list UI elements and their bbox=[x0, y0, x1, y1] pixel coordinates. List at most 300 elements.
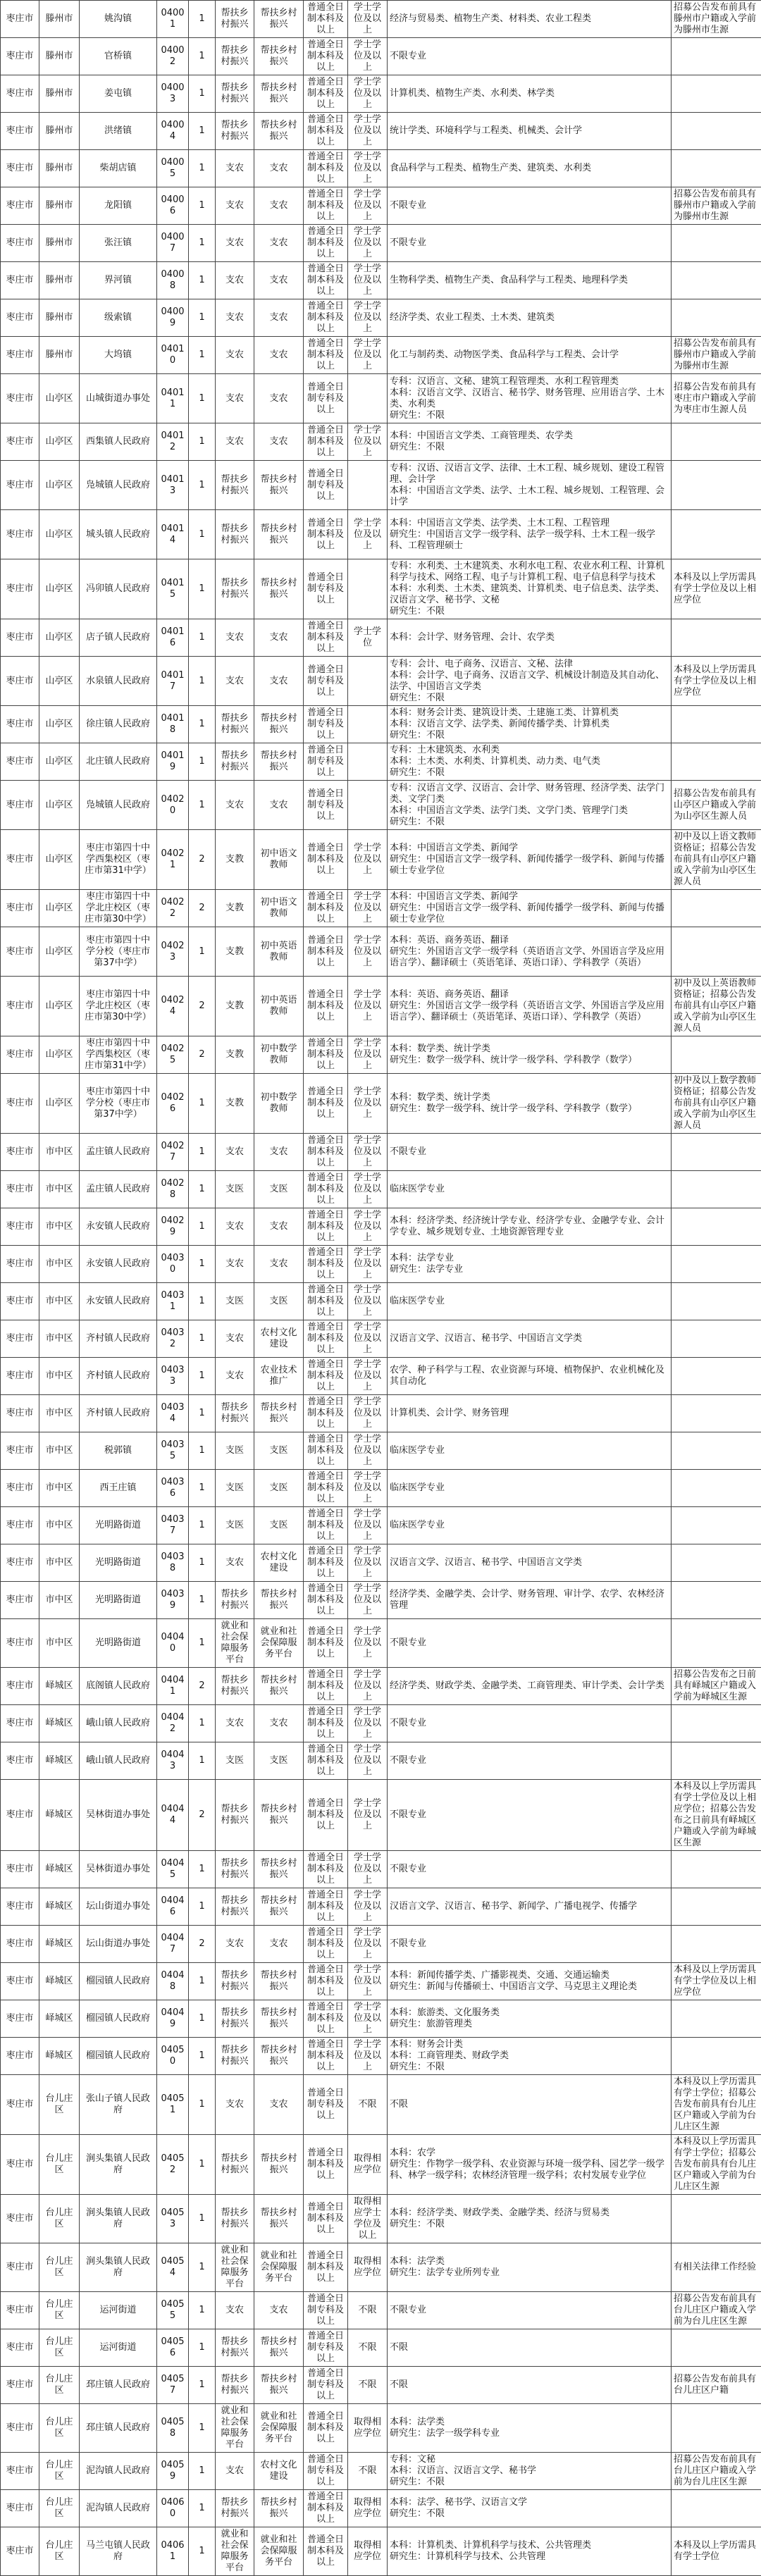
cell-category: 支农 bbox=[216, 619, 254, 657]
cell-category: 支农 bbox=[216, 225, 254, 262]
cell-count: 1 bbox=[189, 706, 216, 743]
cell-unit: 龙阳镇 bbox=[80, 187, 157, 225]
cell-education: 普通全日制本科及以上 bbox=[304, 1036, 348, 1074]
table-row bbox=[1, 2453, 761, 2490]
cell-category: 支农 bbox=[216, 2292, 254, 2329]
table-row bbox=[1, 977, 761, 1036]
cell-city: 枣庄市 bbox=[1, 1668, 39, 1705]
cell-degree: 学士学位及以上 bbox=[348, 1926, 388, 1963]
cell-district: 峄城区 bbox=[39, 1780, 80, 1851]
table-row bbox=[1, 1582, 761, 1619]
cell-district: 山亭区 bbox=[39, 830, 80, 890]
cell-district: 滕州市 bbox=[39, 113, 80, 150]
cell-major: 不限 bbox=[388, 2367, 672, 2404]
cell-degree: 学士学位及以上 bbox=[348, 1742, 388, 1780]
cell-count: 1 bbox=[189, 1, 216, 38]
cell-remark: 本科及以上学历需具有学士学位；招募公告发布前具有台儿庄区户籍或入学前为台儿庄区生源 bbox=[672, 2075, 761, 2135]
cell-major: 本科：中国语言文学类、新闻学 研究生：中国语言文学一级学科、新闻传播学一级学科、新闻与传播硕士专业学位 bbox=[388, 890, 672, 927]
cell-code: 04040 bbox=[157, 1619, 189, 1668]
table-row bbox=[1, 113, 761, 150]
cell-unit: 洪绪镇 bbox=[80, 113, 157, 150]
cell-district: 山亭区 bbox=[39, 374, 80, 423]
cell-count: 1 bbox=[189, 927, 216, 977]
cell-position: 支农 bbox=[254, 657, 304, 706]
cell-city: 枣庄市 bbox=[1, 2075, 39, 2135]
cell-position: 帮扶乡村振兴 bbox=[254, 1888, 304, 1926]
cell-education: 普通全日制本科及以上 bbox=[304, 510, 348, 559]
cell-count: 1 bbox=[189, 1851, 216, 1888]
cell-category: 支农 bbox=[216, 150, 254, 187]
cell-unit: 姜屯镇 bbox=[80, 75, 157, 113]
table-row bbox=[1, 1358, 761, 1395]
cell-unit: 税郭镇 bbox=[80, 1432, 157, 1470]
cell-city: 枣庄市 bbox=[1, 657, 39, 706]
cell-education: 普通全日制专科及以上 bbox=[304, 2367, 348, 2404]
cell-degree: 学士学位及以上 bbox=[348, 2038, 388, 2075]
cell-unit: 光明路街道 bbox=[80, 1507, 157, 1544]
table-row bbox=[1, 559, 761, 619]
cell-category: 帮扶乡村振兴 bbox=[216, 38, 254, 75]
cell-degree: 学士学位及以上 bbox=[348, 262, 388, 299]
cell-district: 台儿庄区 bbox=[39, 2292, 80, 2329]
cell-education: 普通全日制专科及以上 bbox=[304, 374, 348, 423]
cell-position: 帮扶乡村振兴 bbox=[254, 1780, 304, 1851]
cell-count: 1 bbox=[189, 2490, 216, 2527]
cell-count: 1 bbox=[189, 2038, 216, 2075]
cell-major: 汉语言文学、汉语言、秘书学、新闻学、广播电视学、传播学 bbox=[388, 1888, 672, 1926]
cell-category: 支农 bbox=[216, 1705, 254, 1742]
cell-city: 枣庄市 bbox=[1, 75, 39, 113]
cell-city: 枣庄市 bbox=[1, 1705, 39, 1742]
cell-count: 1 bbox=[189, 1432, 216, 1470]
cell-category: 就业和社会保障服务平台 bbox=[216, 2527, 254, 2576]
cell-code: 04026 bbox=[157, 1074, 189, 1134]
cell-district: 滕州市 bbox=[39, 299, 80, 337]
cell-code: 04014 bbox=[157, 510, 189, 559]
cell-major: 经济学类、金融学类、会计学、财务管理、审计学、农学、农林经济管理 bbox=[388, 1582, 672, 1619]
cell-position: 帮扶乡村振兴 bbox=[254, 706, 304, 743]
cell-remark: 招募公告发布前具有滕州市户籍或入学前为滕州市生源 bbox=[672, 187, 761, 225]
cell-remark bbox=[672, 1544, 761, 1582]
table-row bbox=[1, 1963, 761, 2000]
cell-unit: 齐村镇人民政府 bbox=[80, 1358, 157, 1395]
cell-unit: 永安镇人民政府 bbox=[80, 1246, 157, 1283]
cell-count: 1 bbox=[189, 225, 216, 262]
cell-district: 台儿庄区 bbox=[39, 2527, 80, 2576]
cell-degree: 学士学位及以上 bbox=[348, 187, 388, 225]
cell-district: 峄城区 bbox=[39, 1742, 80, 1780]
cell-code: 04013 bbox=[157, 461, 189, 510]
cell-count: 1 bbox=[189, 1470, 216, 1507]
cell-city: 枣庄市 bbox=[1, 1134, 39, 1171]
cell-position: 帮扶乡村振兴 bbox=[254, 1668, 304, 1705]
cell-district: 峄城区 bbox=[39, 1963, 80, 2000]
cell-city: 枣庄市 bbox=[1, 150, 39, 187]
cell-category: 帮扶乡村振兴 bbox=[216, 2490, 254, 2527]
cell-category: 支教 bbox=[216, 977, 254, 1036]
cell-position: 帮扶乡村振兴 bbox=[254, 113, 304, 150]
cell-unit: 峨山镇人民政府 bbox=[80, 1742, 157, 1780]
cell-district: 台儿庄区 bbox=[39, 2075, 80, 2135]
cell-count: 1 bbox=[189, 1358, 216, 1395]
cell-position: 初中数学教师 bbox=[254, 1074, 304, 1134]
cell-category: 支农 bbox=[216, 1320, 254, 1358]
cell-district: 市中区 bbox=[39, 1432, 80, 1470]
cell-degree bbox=[348, 374, 388, 423]
cell-district: 市中区 bbox=[39, 1619, 80, 1668]
cell-city: 枣庄市 bbox=[1, 977, 39, 1036]
cell-degree: 不限 bbox=[348, 2292, 388, 2329]
cell-remark: 本科及以上学历需具有学士学位及以上相应学位 bbox=[672, 657, 761, 706]
cell-remark: 本科及以上学历需具有学士学位及以上相应学位 bbox=[672, 559, 761, 619]
cell-city: 枣庄市 bbox=[1, 2000, 39, 2038]
cell-remark bbox=[672, 1358, 761, 1395]
cell-major: 本科：经济学类、经济统计学专业、经济学专业、金融学专业、会计学专业、城乡规划专业、土地资源管理专业 bbox=[388, 1208, 672, 1246]
cell-district: 滕州市 bbox=[39, 337, 80, 374]
table-row bbox=[1, 1432, 761, 1470]
cell-remark bbox=[672, 2195, 761, 2243]
cell-code: 04042 bbox=[157, 1705, 189, 1742]
cell-position: 帮扶乡村振兴 bbox=[254, 38, 304, 75]
cell-remark: 初中及以上英语教师资格证；招募公告发布前具有山亭区户籍或入学前为山亭区生源人员 bbox=[672, 977, 761, 1036]
cell-education: 普通全日制本科及以上 bbox=[304, 1320, 348, 1358]
cell-city: 枣庄市 bbox=[1, 461, 39, 510]
cell-position: 帮扶乡村振兴 bbox=[254, 743, 304, 781]
cell-category: 支农 bbox=[216, 2075, 254, 2135]
cell-degree: 学士学位及以上 bbox=[348, 1851, 388, 1888]
cell-district: 市中区 bbox=[39, 1582, 80, 1619]
cell-code: 04004 bbox=[157, 113, 189, 150]
cell-degree: 学士学位及以上 bbox=[348, 1582, 388, 1619]
cell-category: 支医 bbox=[216, 1432, 254, 1470]
cell-unit: 涧头集镇人民政府 bbox=[80, 2135, 157, 2195]
cell-position: 帮扶乡村振兴 bbox=[254, 1395, 304, 1432]
cell-position: 支农 bbox=[254, 1208, 304, 1246]
cell-code: 04045 bbox=[157, 1851, 189, 1888]
cell-degree: 学士学位及以上 bbox=[348, 1668, 388, 1705]
cell-code: 04048 bbox=[157, 1963, 189, 2000]
cell-position: 支农 bbox=[254, 1705, 304, 1742]
cell-major: 临床医学专业 bbox=[388, 1432, 672, 1470]
cell-code: 04024 bbox=[157, 977, 189, 1036]
cell-category: 支农 bbox=[216, 374, 254, 423]
table-row bbox=[1, 1320, 761, 1358]
cell-city: 枣庄市 bbox=[1, 1432, 39, 1470]
cell-major: 临床医学专业 bbox=[388, 1283, 672, 1320]
cell-degree: 学士学位及以上 bbox=[348, 890, 388, 927]
cell-code: 04007 bbox=[157, 225, 189, 262]
cell-remark bbox=[672, 890, 761, 927]
cell-major: 统计学类、环境科学与工程类、机械类、会计学 bbox=[388, 113, 672, 150]
cell-category: 帮扶乡村振兴 bbox=[216, 1395, 254, 1432]
table-row bbox=[1, 1780, 761, 1851]
cell-position: 支农 bbox=[254, 299, 304, 337]
cell-education: 普通全日制本科及以上 bbox=[304, 2135, 348, 2195]
cell-major: 专科：水利类、土木建筑类、水利水电工程、农业水利工程、计算机科学与技术、网络工程、电子与计算机工程、电子信息科学与技术 本科：水利类、土木类、建筑类、计算机类、电子信息类、法学类、汉语言文学、秘书学、文秘 研究生：不限 bbox=[388, 559, 672, 619]
cell-position: 帮扶乡村振兴 bbox=[254, 1851, 304, 1888]
cell-city: 枣庄市 bbox=[1, 2135, 39, 2195]
table-row bbox=[1, 1470, 761, 1507]
cell-code: 04050 bbox=[157, 2038, 189, 2075]
cell-code: 04018 bbox=[157, 706, 189, 743]
cell-major: 本科：经济学类、财政学类、金融学类、经济与贸易类 研究生：不限 bbox=[388, 2195, 672, 2243]
cell-degree: 不限 bbox=[348, 2329, 388, 2367]
cell-category: 帮扶乡村振兴 bbox=[216, 2000, 254, 2038]
cell-category: 帮扶乡村振兴 bbox=[216, 1851, 254, 1888]
cell-district: 滕州市 bbox=[39, 225, 80, 262]
cell-count: 1 bbox=[189, 337, 216, 374]
cell-remark bbox=[672, 38, 761, 75]
cell-code: 04017 bbox=[157, 657, 189, 706]
cell-unit: 永安镇人民政府 bbox=[80, 1208, 157, 1246]
cell-count: 1 bbox=[189, 2195, 216, 2243]
cell-remark bbox=[672, 619, 761, 657]
cell-major: 本科：旅游类、文化服务类 研究生：旅游管理类 bbox=[388, 2000, 672, 2038]
cell-city: 枣庄市 bbox=[1, 2453, 39, 2490]
cell-education: 普通全日制本科及以上 bbox=[304, 2490, 348, 2527]
cell-major: 本科：新闻传播学类、广播影视类、交通、交通运输类 研究生：新闻与传播硕士、中国语言文学、马克思主义理论类 bbox=[388, 1963, 672, 2000]
cell-position: 帮扶乡村振兴 bbox=[254, 2038, 304, 2075]
cell-city: 枣庄市 bbox=[1, 1851, 39, 1888]
cell-education: 普通全日制专科及以上 bbox=[304, 559, 348, 619]
cell-district: 山亭区 bbox=[39, 743, 80, 781]
table-row bbox=[1, 1619, 761, 1668]
cell-city: 枣庄市 bbox=[1, 743, 39, 781]
cell-degree: 学士学位及以上 bbox=[348, 1036, 388, 1074]
table-row bbox=[1, 225, 761, 262]
cell-degree: 学士学位及以上 bbox=[348, 299, 388, 337]
cell-degree: 不限 bbox=[348, 2367, 388, 2404]
cell-education: 普通全日制专科及以上 bbox=[304, 706, 348, 743]
cell-city: 枣庄市 bbox=[1, 619, 39, 657]
cell-city: 枣庄市 bbox=[1, 1395, 39, 1432]
cell-unit: 光明路街道 bbox=[80, 1582, 157, 1619]
cell-remark bbox=[672, 1705, 761, 1742]
cell-district: 市中区 bbox=[39, 1283, 80, 1320]
cell-major: 本科：数学类、统计学类 研究生：数学一级学科、统计学一级学科、学科教学（数学） bbox=[388, 1074, 672, 1134]
table-row bbox=[1, 510, 761, 559]
cell-major: 计算机类、植物生产类、水利类、林学类 bbox=[388, 75, 672, 113]
cell-district: 滕州市 bbox=[39, 38, 80, 75]
table-row bbox=[1, 1, 761, 38]
cell-category: 帮扶乡村振兴 bbox=[216, 75, 254, 113]
cell-unit: 榴园镇人民政府 bbox=[80, 2000, 157, 2038]
cell-remark: 招募公告发布前具有山亭区户籍或入学前为山亭区生源人员 bbox=[672, 781, 761, 830]
cell-major: 专科：文秘 本科：汉语言、汉语言文学、秘书学 研究生：不限 bbox=[388, 2453, 672, 2490]
cell-code: 04056 bbox=[157, 2329, 189, 2367]
cell-education: 普通全日制本科及以上 bbox=[304, 619, 348, 657]
cell-count: 1 bbox=[189, 2135, 216, 2195]
cell-district: 市中区 bbox=[39, 1358, 80, 1395]
cell-count: 1 bbox=[189, 1507, 216, 1544]
cell-major: 本科：数学类、统计学类 研究生：数学一级学科、统计学一级学科、学科教学（数学） bbox=[388, 1036, 672, 1074]
table-row bbox=[1, 1134, 761, 1171]
cell-count: 1 bbox=[189, 2243, 216, 2292]
cell-education: 普通全日制专科及以上 bbox=[304, 657, 348, 706]
cell-degree: 取得相应学位 bbox=[348, 2135, 388, 2195]
cell-education: 普通全日制本科及以上 bbox=[304, 1208, 348, 1246]
cell-city: 枣庄市 bbox=[1, 1036, 39, 1074]
cell-category: 帮扶乡村振兴 bbox=[216, 510, 254, 559]
cell-remark bbox=[672, 1320, 761, 1358]
cell-unit: 水泉镇人民政府 bbox=[80, 657, 157, 706]
cell-category: 支医 bbox=[216, 1470, 254, 1507]
cell-district: 市中区 bbox=[39, 1208, 80, 1246]
cell-district: 台儿庄区 bbox=[39, 2404, 80, 2453]
cell-city: 枣庄市 bbox=[1, 1742, 39, 1780]
cell-code: 04019 bbox=[157, 743, 189, 781]
cell-code: 04054 bbox=[157, 2243, 189, 2292]
cell-city: 枣庄市 bbox=[1, 374, 39, 423]
cell-remark bbox=[672, 1888, 761, 1926]
table-row bbox=[1, 1668, 761, 1705]
cell-count: 1 bbox=[189, 1963, 216, 2000]
cell-category: 帮扶乡村振兴 bbox=[216, 2195, 254, 2243]
cell-education: 普通全日制专科及以上 bbox=[304, 743, 348, 781]
cell-position: 支医 bbox=[254, 1171, 304, 1208]
cell-degree: 学士学位及以上 bbox=[348, 150, 388, 187]
table-row bbox=[1, 1283, 761, 1320]
cell-category: 支农 bbox=[216, 337, 254, 374]
cell-remark bbox=[672, 1582, 761, 1619]
cell-code: 04003 bbox=[157, 75, 189, 113]
table-row bbox=[1, 2075, 761, 2135]
cell-remark bbox=[672, 927, 761, 977]
cell-city: 枣庄市 bbox=[1, 1246, 39, 1283]
cell-position: 初中语文教师 bbox=[254, 830, 304, 890]
cell-education: 普通全日制本科及以上 bbox=[304, 1358, 348, 1395]
cell-code: 04011 bbox=[157, 374, 189, 423]
cell-major: 不限专业 bbox=[388, 1851, 672, 1888]
table-row bbox=[1, 2292, 761, 2329]
cell-position: 支农 bbox=[254, 1926, 304, 1963]
table-row bbox=[1, 1851, 761, 1888]
cell-position: 帮扶乡村振兴 bbox=[254, 461, 304, 510]
cell-city: 枣庄市 bbox=[1, 423, 39, 461]
cell-category: 就业和社会保障服务平台 bbox=[216, 2404, 254, 2453]
table-row bbox=[1, 2329, 761, 2367]
cell-remark bbox=[672, 262, 761, 299]
cell-category: 帮扶乡村振兴 bbox=[216, 1963, 254, 2000]
cell-remark: 初中及以上数学教师资格证；招募公告发布前具有山亭区户籍或入学前为山亭区生源人员 bbox=[672, 1074, 761, 1134]
cell-district: 市中区 bbox=[39, 1246, 80, 1283]
cell-code: 04053 bbox=[157, 2195, 189, 2243]
table-row bbox=[1, 299, 761, 337]
cell-city: 枣庄市 bbox=[1, 781, 39, 830]
cell-count: 2 bbox=[189, 1780, 216, 1851]
cell-count: 1 bbox=[189, 510, 216, 559]
cell-major: 本科：财务会计类、建筑设计类、土建施工类、计算机类 本科：汉语言文学、法学类、新闻传播学类、计算机类 研究生：不限 bbox=[388, 706, 672, 743]
cell-education: 普通全日制本科及以上 bbox=[304, 1926, 348, 1963]
cell-degree: 取得相应学位 bbox=[348, 2527, 388, 2576]
cell-major: 本科：中国语言文学类、工商管理类、农学类 研究生：不限 bbox=[388, 423, 672, 461]
cell-education: 普通全日制本科及以上 bbox=[304, 1134, 348, 1171]
cell-education: 普通全日制本科及以上 bbox=[304, 75, 348, 113]
cell-remark bbox=[672, 1926, 761, 1963]
cell-degree: 学士学位及以上 bbox=[348, 1470, 388, 1507]
cell-count: 1 bbox=[189, 1888, 216, 1926]
table-row bbox=[1, 1074, 761, 1134]
cell-category: 支农 bbox=[216, 657, 254, 706]
cell-code: 04031 bbox=[157, 1283, 189, 1320]
cell-position: 支农 bbox=[254, 2292, 304, 2329]
cell-degree: 学士学位及以上 bbox=[348, 1074, 388, 1134]
cell-education: 普通全日制本科及以上 bbox=[304, 38, 348, 75]
cell-major: 不限专业 bbox=[388, 1705, 672, 1742]
cell-remark bbox=[672, 2329, 761, 2367]
cell-major: 本科：英语、商务英语、翻译 研究生：外国语言文学一级学科（英语语言文学、外国语言学及应用语言学）、翻译硕士（英语笔译、英语口译）、学科教学（英语） bbox=[388, 927, 672, 977]
cell-major: 食品科学与工程类、植物生产类、建筑类、水利类 bbox=[388, 150, 672, 187]
cell-degree: 学士学位及以上 bbox=[348, 1780, 388, 1851]
cell-category: 支医 bbox=[216, 1742, 254, 1780]
cell-education: 普通全日制本科及以上 bbox=[304, 262, 348, 299]
cell-position: 农业技术推广 bbox=[254, 1358, 304, 1395]
cell-district: 山亭区 bbox=[39, 706, 80, 743]
cell-education: 普通全日制本科及以上 bbox=[304, 187, 348, 225]
cell-degree: 学士学位及以上 bbox=[348, 927, 388, 977]
cell-major: 不限专业 bbox=[388, 1742, 672, 1780]
cell-count: 1 bbox=[189, 1544, 216, 1582]
cell-position: 农村文化建设 bbox=[254, 1320, 304, 1358]
cell-code: 04035 bbox=[157, 1432, 189, 1470]
cell-education: 普通全日制本科及以上 bbox=[304, 927, 348, 977]
cell-count: 1 bbox=[189, 657, 216, 706]
table-row bbox=[1, 2404, 761, 2453]
cell-position: 支农 bbox=[254, 619, 304, 657]
cell-major: 临床医学专业 bbox=[388, 1470, 672, 1507]
cell-district: 峄城区 bbox=[39, 1888, 80, 1926]
table-row bbox=[1, 2038, 761, 2075]
table-row bbox=[1, 1507, 761, 1544]
cell-district: 市中区 bbox=[39, 1544, 80, 1582]
cell-code: 04043 bbox=[157, 1742, 189, 1780]
cell-count: 1 bbox=[189, 781, 216, 830]
cell-unit: 张汪镇 bbox=[80, 225, 157, 262]
cell-degree: 不限 bbox=[348, 2453, 388, 2490]
cell-unit: 枣庄市第四十中学西集校区（枣庄市第31中学） bbox=[80, 1036, 157, 1074]
cell-city: 枣庄市 bbox=[1, 113, 39, 150]
cell-remark bbox=[672, 2000, 761, 2038]
cell-unit: 齐村镇人民政府 bbox=[80, 1320, 157, 1358]
cell-remark: 本科及以上学历需具有学士学位及以上相应学位 bbox=[672, 1963, 761, 2000]
cell-degree bbox=[348, 706, 388, 743]
cell-remark bbox=[672, 1246, 761, 1283]
cell-education: 普通全日制本科及以上 bbox=[304, 2195, 348, 2243]
cell-city: 枣庄市 bbox=[1, 2367, 39, 2404]
cell-code: 04034 bbox=[157, 1395, 189, 1432]
cell-degree: 学士学位及以上 bbox=[348, 225, 388, 262]
table-row bbox=[1, 75, 761, 113]
cell-degree: 取得相应学位 bbox=[348, 2243, 388, 2292]
cell-major: 不限 bbox=[388, 2329, 672, 2367]
cell-city: 枣庄市 bbox=[1, 1888, 39, 1926]
cell-count: 1 bbox=[189, 2453, 216, 2490]
cell-category: 支农 bbox=[216, 1544, 254, 1582]
cell-category: 帮扶乡村振兴 bbox=[216, 743, 254, 781]
cell-count: 1 bbox=[189, 1619, 216, 1668]
cell-unit: 坛山街道办事处 bbox=[80, 1926, 157, 1963]
cell-code: 04057 bbox=[157, 2367, 189, 2404]
cell-position: 就业和社会保障服务平台 bbox=[254, 2243, 304, 2292]
cell-unit: 张山子镇人民政府 bbox=[80, 2075, 157, 2135]
cell-position: 帮扶乡村振兴 bbox=[254, 2000, 304, 2038]
cell-position: 支农 bbox=[254, 225, 304, 262]
cell-remark bbox=[672, 743, 761, 781]
cell-code: 04027 bbox=[157, 1134, 189, 1171]
cell-major: 专科：汉语言文学、汉语言、会计学、财务管理、经济学类、法学门类、文学门类 本科：中国语言文学类、法学门类、文学门类、管理学门类 研究生：不限 bbox=[388, 781, 672, 830]
table-row bbox=[1, 1036, 761, 1074]
cell-unit: 枣庄市第四十中学北庄校区（枣庄市第30中学） bbox=[80, 890, 157, 927]
